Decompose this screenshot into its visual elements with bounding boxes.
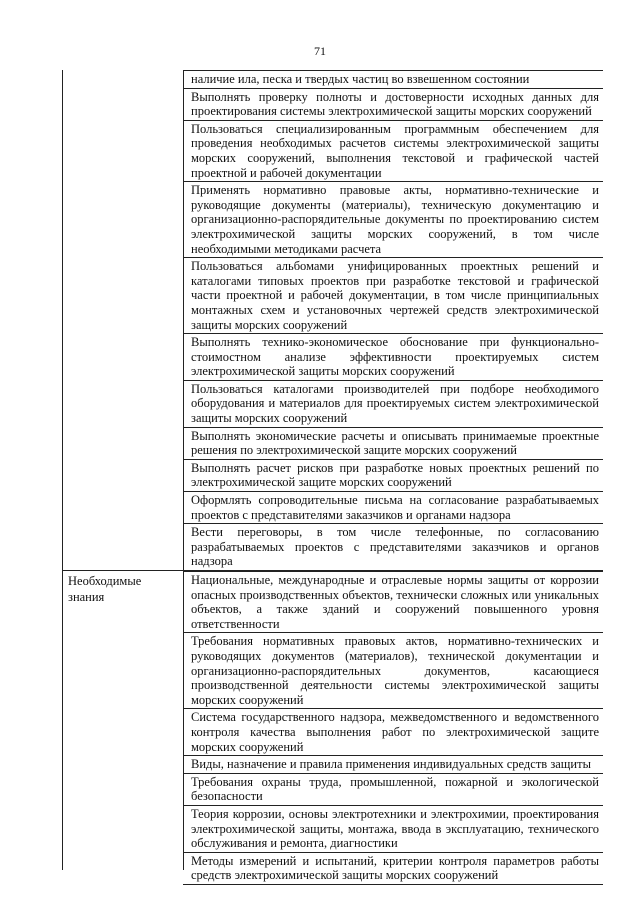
- table-row: Национальные, международные и отраслевые нормы защиты от коррозии опасных производственных объектов, технически сложных или уникальных объектов, а также зданий и сооружений повышенного уровня ответственности: [183, 571, 603, 633]
- table-row: Требования охраны труда, промышленной, пожарной и экологической безопасности: [183, 774, 603, 806]
- table-row: Вести переговоры, в том числе телефонные, по согласованию разрабатываемых проектов с представителями заказчиков и органов надзора: [183, 524, 603, 571]
- table-row: Система государственного надзора, межведомственного и ведомственного контроля качества выполнения работ по электрохимической защите морских сооружений: [183, 709, 603, 756]
- competency-table: [62, 70, 603, 883]
- table-row: Выполнять технико-экономическое обоснование при функционально-стоимостном анализе эффективности проектируемых систем электрохимической защиты морских сооружений: [183, 334, 603, 381]
- table-row: Методы измерений и испытаний, критерии контроля параметров работы средств электрохимической защиты морских сооружений: [183, 853, 603, 885]
- table-row: Пользоваться специализированным программным обеспечением для проведения необходимых расчетов системы электрохимической защиты морских сооружений, выполнения текстовой и графической частей проектной и рабочей документации: [183, 121, 603, 182]
- table-row: Выполнять экономические расчеты и описывать принимаемые проектные решения по электрохимической защите морских сооружений: [183, 428, 603, 460]
- table-row: Виды, назначение и правила применения индивидуальных средств защиты: [183, 756, 603, 774]
- table-row: Выполнять расчет рисков при разработке новых проектных решений по электрохимической защите морских сооружений: [183, 460, 603, 492]
- table-left-column: [63, 70, 184, 870]
- page-number: 71: [314, 44, 326, 58]
- table-row: Пользоваться каталогами производителей при подборе необходимого оборудования и материалов для проектируемых систем электрохимической защиты морских сооружений: [183, 381, 603, 428]
- knowledge-list: [183, 571, 603, 885]
- table-row: наличие ила, песка и твердых частиц во взвешенном состоянии: [183, 70, 603, 89]
- table-row: Оформлять сопроводительные письма на согласование разрабатываемых проектов с представителями заказчиков и органами надзора: [183, 492, 603, 524]
- skills-list: [183, 70, 603, 571]
- table-row: Пользоваться альбомами унифицированных проектных решений и каталогами типовых проектов при разработке текстовой и графической части проектной и рабочей документации, в том числе принципиальных монтажных схем и установочных чертежей средств электрохимической защиты морских сооружений: [183, 258, 603, 334]
- table-row: Применять нормативно правовые акты, нормативно-технические и руководящие документы (материалы), техническую документацию и организационно-распорядительные документы по проектированию систем электрохимической защиты морских сооружений, в том числе необходимыми методиками расчета: [183, 182, 603, 258]
- table-row: Требования нормативных правовых актов, нормативно-технических и руководящих документов (материалов), технической документации и организационно-распорядительных документов, касающиеся производственной деятельности системы электрохимической защиты морских сооружений: [183, 633, 603, 709]
- section-label-knowledge: Необходимые знания: [68, 574, 142, 604]
- table-row: Теория коррозии, основы электротехники и электрохимии, проектирования электрохимической защиты, монтажа, ввода в эксплуатацию, технического обслуживания и ремонта, диагностики: [183, 806, 603, 853]
- table-row: Выполнять проверку полноты и достоверности исходных данных для проектирования системы электрохимической защиты морских сооружений: [183, 89, 603, 121]
- table-right-column: [183, 70, 603, 885]
